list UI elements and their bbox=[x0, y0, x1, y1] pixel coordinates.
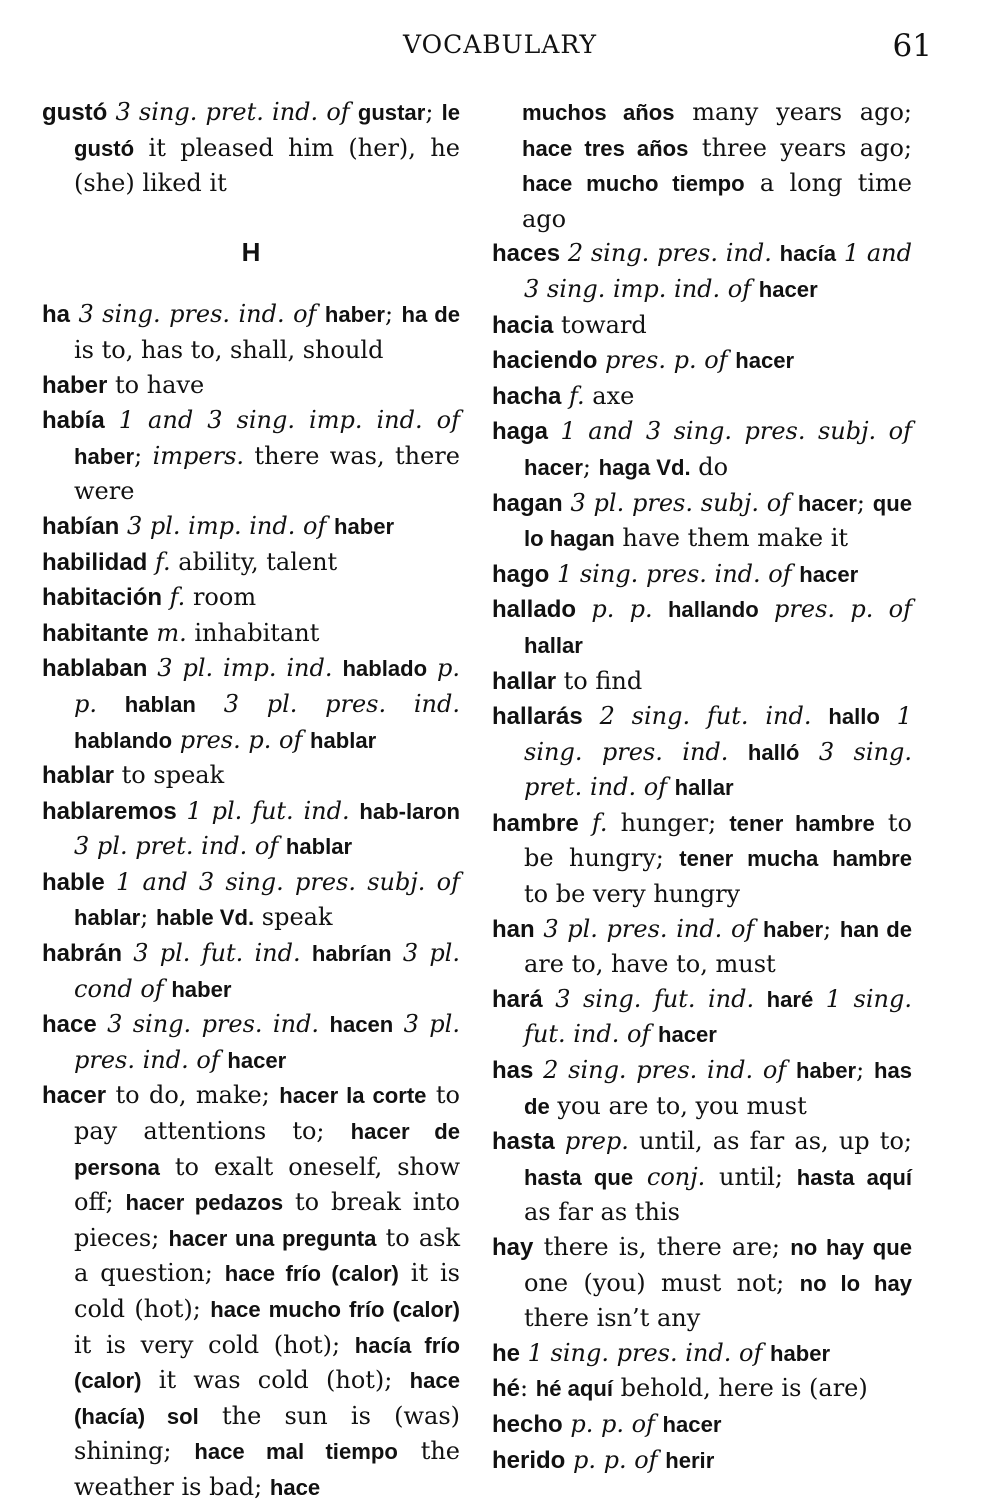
grammar-note: 1 pl. fut. ind. bbox=[186, 796, 350, 825]
definition-text bbox=[147, 548, 155, 576]
grammar-note: 3 pl. pres. ind. of bbox=[543, 914, 755, 943]
definition-text: it is very cold (hot); bbox=[74, 1330, 355, 1359]
definition-text: is to, has to, shall, should bbox=[74, 335, 384, 364]
right-column bbox=[492, 95, 912, 1478]
definition-text bbox=[576, 595, 591, 623]
spanish-phrase: hace bbox=[269, 1474, 321, 1500]
spanish-phrase: hablan bbox=[124, 691, 196, 717]
dictionary-entry bbox=[492, 414, 912, 485]
grammar-note: f. bbox=[569, 381, 585, 410]
spanish-phrase: tener hambre bbox=[729, 810, 875, 836]
headword: hablaremos bbox=[42, 797, 177, 825]
headword: haber bbox=[42, 371, 108, 399]
dictionary-entry bbox=[42, 758, 460, 794]
headword: haciendo bbox=[492, 347, 598, 375]
headword: hablaban bbox=[42, 655, 148, 683]
spanish-phrase: le gustó bbox=[74, 100, 460, 161]
definition-text bbox=[97, 1010, 107, 1038]
dictionary-entry bbox=[492, 912, 912, 982]
definition-text bbox=[762, 1339, 770, 1367]
definition-text: ; bbox=[140, 903, 156, 932]
dictionary-entry bbox=[42, 545, 460, 581]
spanish-phrase: haber bbox=[333, 513, 395, 539]
dictionary-entry bbox=[492, 557, 912, 593]
definition-text bbox=[812, 702, 829, 730]
definition-text: room bbox=[185, 583, 257, 612]
definition-text bbox=[393, 1010, 403, 1038]
definition-text: ; bbox=[384, 300, 402, 329]
definition-text bbox=[319, 1010, 329, 1038]
spanish-phrase: haber bbox=[769, 1340, 831, 1366]
definition-text bbox=[177, 797, 187, 825]
definition-text bbox=[301, 939, 312, 967]
definition-text bbox=[427, 654, 437, 682]
headword: hallar bbox=[492, 667, 557, 695]
dictionary-entry bbox=[492, 343, 912, 379]
grammar-note: 1 sing. pres. ind. of bbox=[556, 559, 792, 588]
definition-text: to be very hungry bbox=[524, 880, 741, 909]
headword: hallado bbox=[492, 596, 577, 624]
definition-text: it is cold (hot); bbox=[74, 1259, 460, 1323]
dictionary-entry bbox=[492, 1371, 912, 1407]
definition-text: inhabitant bbox=[186, 618, 320, 647]
definition-text: ; bbox=[856, 1056, 874, 1085]
definition-text bbox=[754, 915, 763, 943]
headword: había bbox=[42, 407, 105, 435]
definition-text: ; bbox=[134, 441, 153, 470]
grammar-note: p. p. of bbox=[572, 1445, 658, 1474]
spanish-phrase: has de bbox=[524, 1058, 912, 1119]
spanish-phrase: hablar bbox=[74, 905, 141, 931]
grammar-note: 2 sing. pres. ind. bbox=[567, 239, 772, 268]
headword: hé bbox=[492, 1375, 521, 1403]
spanish-phrase: hacer una pregunta bbox=[168, 1225, 377, 1251]
grammar-note: 1 sing. fut. ind. of bbox=[524, 984, 912, 1049]
grammar-note: 3 pl. fut. ind. bbox=[133, 939, 301, 968]
headword: hablar bbox=[42, 762, 115, 790]
dictionary-entry bbox=[492, 592, 912, 663]
headword: hacer bbox=[42, 1082, 107, 1110]
grammar-note: 1 and 3 sing. imp. ind. of bbox=[524, 239, 912, 303]
headword: ha bbox=[42, 301, 71, 329]
spanish-phrase: hacer bbox=[797, 490, 857, 516]
spanish-phrase: muchos años bbox=[522, 100, 675, 125]
grammar-note: 3 sing. pret. ind. of bbox=[115, 98, 350, 126]
dictionary-entry bbox=[492, 486, 912, 557]
definition-text: there was, there were bbox=[74, 441, 460, 506]
definition-text bbox=[880, 702, 897, 730]
spanish-phrase: haber bbox=[795, 1058, 857, 1084]
spanish-phrase: hacer bbox=[735, 348, 795, 374]
grammar-note: 3 pl. imp. ind. bbox=[157, 654, 333, 683]
dictionary-entry bbox=[492, 236, 912, 307]
definition-text bbox=[105, 406, 119, 434]
spanish-phrase: hablar bbox=[309, 727, 377, 753]
definition-text: the sun is (was) shining; bbox=[74, 1401, 461, 1466]
definition-text bbox=[650, 1020, 658, 1048]
definition-text bbox=[162, 583, 170, 611]
definition-text: have them make it bbox=[614, 524, 849, 553]
definition-text: ; bbox=[823, 914, 840, 943]
grammar-note: 1 and 3 sing. imp. ind. of bbox=[118, 406, 460, 435]
spanish-phrase: hallo bbox=[828, 704, 880, 730]
definition-text bbox=[333, 654, 343, 682]
grammar-note: conj. bbox=[646, 1162, 706, 1191]
grammar-note: 3 sing. pres. ind. bbox=[107, 1010, 320, 1039]
headword: habilidad bbox=[42, 548, 148, 576]
headword: hago bbox=[492, 560, 550, 588]
headword: habrán bbox=[42, 940, 123, 968]
spanish-phrase: que lo hagan bbox=[524, 490, 912, 552]
spanish-phrase: hacía frío (calor) bbox=[74, 1332, 461, 1394]
definition-text bbox=[728, 738, 747, 766]
grammar-note: 1 sing. pres. ind. bbox=[524, 702, 912, 766]
definition-text: ; bbox=[425, 98, 442, 126]
spanish-phrase: hablando bbox=[74, 727, 173, 753]
grammar-note: 3 pl. imp. ind. of bbox=[126, 511, 327, 540]
definition-text: hunger; bbox=[607, 808, 730, 837]
definition-text bbox=[97, 690, 125, 718]
entry-continuation bbox=[492, 95, 912, 236]
spanish-phrase: habrían bbox=[311, 941, 392, 967]
headword: hace bbox=[42, 1011, 97, 1039]
definition-text: many years ago; bbox=[674, 98, 912, 126]
dictionary-entry bbox=[42, 651, 460, 758]
definition-text bbox=[759, 595, 774, 623]
grammar-note: p. p. bbox=[74, 654, 460, 718]
spanish-phrase: haber bbox=[324, 302, 385, 328]
headword: has bbox=[492, 1057, 534, 1085]
dictionary-entry bbox=[492, 1230, 912, 1336]
spanish-phrase: hablar bbox=[285, 834, 353, 860]
headword: hasta bbox=[492, 1128, 555, 1156]
spanish-phrase: hacen bbox=[329, 1012, 394, 1038]
spanish-phrase: hacer bbox=[657, 1022, 717, 1048]
definition-text: it pleased him (her), he (she) liked it bbox=[74, 133, 460, 198]
grammar-note: f. bbox=[169, 583, 186, 612]
definition-text bbox=[147, 654, 157, 682]
grammar-note: pres. p. of bbox=[605, 346, 728, 375]
definition-text: to pay attentions to; bbox=[74, 1081, 461, 1146]
definition-text bbox=[655, 1410, 663, 1438]
definition-text bbox=[107, 98, 115, 126]
dictionary-entry bbox=[42, 580, 460, 616]
headword: habían bbox=[42, 512, 120, 540]
definition-text: toward bbox=[553, 310, 647, 339]
definition-text bbox=[520, 1339, 528, 1367]
dictionary-entry bbox=[492, 379, 912, 415]
headword: hambre bbox=[492, 809, 579, 837]
definition-text bbox=[533, 1056, 543, 1084]
spanish-phrase: hab-laron bbox=[359, 798, 461, 824]
definition-text bbox=[105, 868, 116, 896]
headword: haga bbox=[492, 418, 549, 446]
page-number: 61 bbox=[892, 28, 932, 64]
definition-text bbox=[813, 985, 826, 1013]
dictionary-entry bbox=[42, 794, 460, 865]
definition-text bbox=[172, 726, 180, 754]
definition-text bbox=[786, 1056, 796, 1084]
headword: hallarás bbox=[492, 703, 583, 731]
definition-text bbox=[119, 512, 127, 540]
definition-text: are to, have to, must bbox=[524, 950, 776, 979]
headword: herido bbox=[492, 1446, 566, 1474]
definition-text bbox=[597, 346, 605, 374]
definition-text bbox=[326, 512, 334, 540]
grammar-note: f. bbox=[154, 547, 171, 576]
definition-text: three years ago; bbox=[688, 133, 913, 162]
definition-text bbox=[543, 985, 556, 1013]
headword: hacha bbox=[492, 382, 562, 410]
headword: hay bbox=[492, 1234, 534, 1261]
definition-text: to speak bbox=[114, 761, 225, 790]
grammar-note: pres. p. of bbox=[179, 725, 303, 754]
spanish-phrase: hace mucho frío (calor) bbox=[210, 1297, 460, 1322]
definition-text bbox=[548, 417, 560, 445]
definition-text bbox=[583, 702, 600, 730]
definition-text bbox=[751, 275, 759, 303]
dictionary-entry bbox=[492, 1124, 912, 1230]
definition-text: you are to, you must bbox=[549, 1091, 807, 1120]
dictionary-entry bbox=[492, 699, 912, 806]
definition-text bbox=[350, 98, 358, 126]
spanish-phrase: hacer bbox=[758, 276, 818, 302]
spanish-phrase: haré bbox=[766, 986, 814, 1012]
grammar-note: 3 pl. cond of bbox=[74, 939, 460, 1003]
grammar-note: impers. bbox=[152, 441, 245, 470]
definition-text bbox=[754, 985, 767, 1013]
grammar-note: 2 sing. fut. ind. bbox=[599, 702, 812, 731]
grammar-note: pres. p. of bbox=[774, 595, 912, 624]
definition-text: to be hungry; bbox=[524, 808, 912, 873]
dictionary-entry bbox=[42, 297, 460, 367]
dictionary-entry bbox=[492, 1336, 912, 1372]
spanish-phrase: hace tres años bbox=[522, 135, 689, 161]
grammar-note: 3 pl. pres. subj. of bbox=[570, 488, 791, 517]
left-column bbox=[42, 95, 460, 1506]
headword: haces bbox=[492, 240, 561, 268]
spanish-phrase: hallando bbox=[667, 597, 759, 623]
spanish-phrase: ha de bbox=[401, 302, 460, 328]
definition-text: axe bbox=[584, 381, 635, 410]
grammar-note: p. p. bbox=[591, 595, 653, 624]
grammar-note: 3 sing. pret. ind. of bbox=[524, 737, 912, 802]
definition-text: to break into pieces; bbox=[74, 1188, 460, 1252]
grammar-note: 3 pl. pres. ind. of bbox=[74, 1010, 460, 1074]
grammar-note: 1 sing. pres. ind. of bbox=[527, 1338, 763, 1367]
spanish-phrase: hacer de persona bbox=[74, 1119, 460, 1180]
spanish-phrase: haber bbox=[762, 916, 824, 942]
definition-text bbox=[549, 560, 557, 588]
grammar-note: 3 pl. pret. ind. of bbox=[74, 832, 279, 861]
spanish-phrase: hacer la corte bbox=[279, 1083, 427, 1109]
definition-text: to do, make; bbox=[106, 1081, 280, 1110]
spanish-phrase: hace frío (calor) bbox=[224, 1261, 399, 1287]
definition-text bbox=[122, 939, 133, 967]
spanish-phrase: hace (hacía) sol bbox=[74, 1368, 460, 1429]
spanish-phrase: hace mucho tiempo bbox=[522, 171, 745, 197]
definition-text bbox=[392, 939, 403, 967]
definition-text bbox=[350, 797, 360, 825]
dictionary-entry bbox=[42, 936, 460, 1007]
definition-text: to find bbox=[556, 666, 643, 695]
dictionary-entry bbox=[492, 982, 912, 1053]
definition-text bbox=[667, 773, 675, 801]
spanish-phrase: hace mal tiempo bbox=[194, 1439, 398, 1465]
definition-text: to exalt oneself, show off; bbox=[74, 1152, 460, 1217]
definition-text bbox=[772, 239, 780, 267]
definition-text bbox=[555, 1127, 565, 1155]
definition-text: a long time ago bbox=[522, 169, 913, 233]
definition-text: ability, talent bbox=[170, 547, 338, 576]
headword: he bbox=[492, 1339, 521, 1367]
dictionary-entry bbox=[42, 616, 460, 652]
dictionary-entry bbox=[42, 1007, 460, 1078]
definition-text bbox=[316, 300, 324, 328]
definition-text: ; bbox=[582, 452, 599, 481]
definition-text: to ask a question; bbox=[74, 1223, 460, 1288]
dictionary-entry bbox=[42, 368, 460, 404]
spanish-phrase: hable Vd. bbox=[155, 905, 255, 931]
definition-text: there is, there are; bbox=[533, 1233, 791, 1261]
headword: habitante bbox=[42, 619, 149, 647]
spanish-phrase: hacer bbox=[662, 1411, 722, 1437]
dictionary-entry bbox=[42, 509, 460, 545]
headword: hagan bbox=[492, 489, 563, 517]
spanish-phrase: hacía bbox=[779, 241, 837, 267]
spanish-phrase: hasta que bbox=[524, 1164, 634, 1190]
dictionary-entry bbox=[42, 1078, 460, 1505]
grammar-note: m. bbox=[156, 618, 187, 647]
spanish-phrase: hacer bbox=[799, 561, 859, 587]
dictionary-entry bbox=[42, 95, 460, 201]
definition-text: speak bbox=[254, 903, 333, 932]
grammar-note: 3 pl. pres. ind. bbox=[223, 689, 460, 718]
headword: hará bbox=[492, 985, 543, 1013]
dictionary-entry bbox=[42, 403, 460, 509]
grammar-note: 1 and 3 sing. pres. subj. of bbox=[115, 867, 460, 896]
spanish-phrase: hallar bbox=[674, 775, 734, 801]
spanish-phrase: haga Vd. bbox=[598, 454, 691, 480]
definition-text: : bbox=[520, 1374, 536, 1403]
definition-text: as far as this bbox=[524, 1198, 680, 1227]
dictionary-entry bbox=[492, 308, 912, 344]
spanish-phrase: gustar bbox=[357, 100, 426, 125]
definition-text bbox=[653, 595, 668, 623]
spanish-phrase: hé aquí bbox=[535, 1376, 614, 1402]
definition-text: there isn’t any bbox=[524, 1304, 701, 1333]
grammar-note: p. p. of bbox=[570, 1409, 655, 1438]
dictionary-entry bbox=[492, 806, 912, 912]
definition-text bbox=[302, 726, 310, 754]
definition-text: to have bbox=[107, 370, 205, 399]
definition-text: behold, here is (are) bbox=[613, 1374, 868, 1403]
headword: hable bbox=[42, 868, 105, 896]
spanish-phrase: hallar bbox=[524, 632, 583, 658]
spanish-phrase: no lo hay bbox=[799, 1270, 912, 1296]
definition-text: one (you) must not; bbox=[524, 1268, 800, 1297]
definition-text bbox=[560, 239, 568, 267]
grammar-note: 3 sing. pres. ind. of bbox=[78, 300, 317, 329]
definition-text bbox=[799, 738, 818, 766]
headword: hacia bbox=[492, 311, 554, 339]
definition-text bbox=[579, 809, 592, 837]
spanish-phrase: hacer bbox=[227, 1047, 287, 1073]
definition-text: do bbox=[690, 452, 729, 481]
definition-text bbox=[561, 382, 569, 410]
spanish-phrase: han de bbox=[839, 916, 912, 942]
spanish-phrase: hacer bbox=[524, 454, 583, 480]
dictionary-entry bbox=[492, 664, 912, 700]
definition-text bbox=[790, 489, 798, 517]
dictionary-entry bbox=[42, 865, 460, 936]
headword: habitación bbox=[42, 584, 163, 612]
grammar-note: prep. bbox=[564, 1127, 629, 1156]
definition-text bbox=[565, 1446, 573, 1474]
spanish-phrase: hasta aquí bbox=[796, 1164, 912, 1190]
section-letter-heading: H bbox=[241, 236, 261, 267]
definition-text: until, as far as, up to; bbox=[628, 1127, 912, 1156]
definition-text: the weather is bad; bbox=[74, 1437, 460, 1501]
grammar-note: 3 sing. fut. ind. bbox=[555, 984, 755, 1013]
spanish-phrase: haber bbox=[171, 976, 232, 1002]
definition-text bbox=[836, 239, 844, 267]
definition-text bbox=[633, 1163, 647, 1191]
definition-text bbox=[278, 832, 286, 860]
headword: hecho bbox=[492, 1410, 563, 1438]
running-title: VOCABULARY bbox=[403, 30, 597, 59]
definition-text: it was cold (hot); bbox=[141, 1366, 410, 1395]
dictionary-entry bbox=[492, 1407, 912, 1443]
spanish-phrase: hablado bbox=[342, 656, 428, 682]
spanish-phrase: haber bbox=[74, 443, 135, 469]
headword: han bbox=[492, 915, 535, 943]
spanish-phrase: no hay que bbox=[790, 1235, 912, 1260]
grammar-note: f. bbox=[591, 808, 608, 837]
definition-text: until; bbox=[705, 1162, 797, 1191]
definition-text: ; bbox=[856, 488, 873, 517]
spanish-phrase: halló bbox=[747, 739, 800, 765]
grammar-note: 1 and 3 sing. pres. subj. of bbox=[560, 417, 912, 446]
dictionary-entry bbox=[492, 1443, 912, 1479]
spanish-phrase: tener mucha hambre bbox=[679, 846, 912, 872]
dictionary-entry bbox=[492, 1053, 912, 1124]
spanish-phrase: herir bbox=[665, 1447, 715, 1473]
spanish-phrase: hacer pedazos bbox=[125, 1190, 284, 1216]
headword: gustó bbox=[42, 99, 108, 126]
definition-text bbox=[196, 690, 224, 718]
grammar-note: 2 sing. pres. ind. of bbox=[543, 1056, 787, 1085]
